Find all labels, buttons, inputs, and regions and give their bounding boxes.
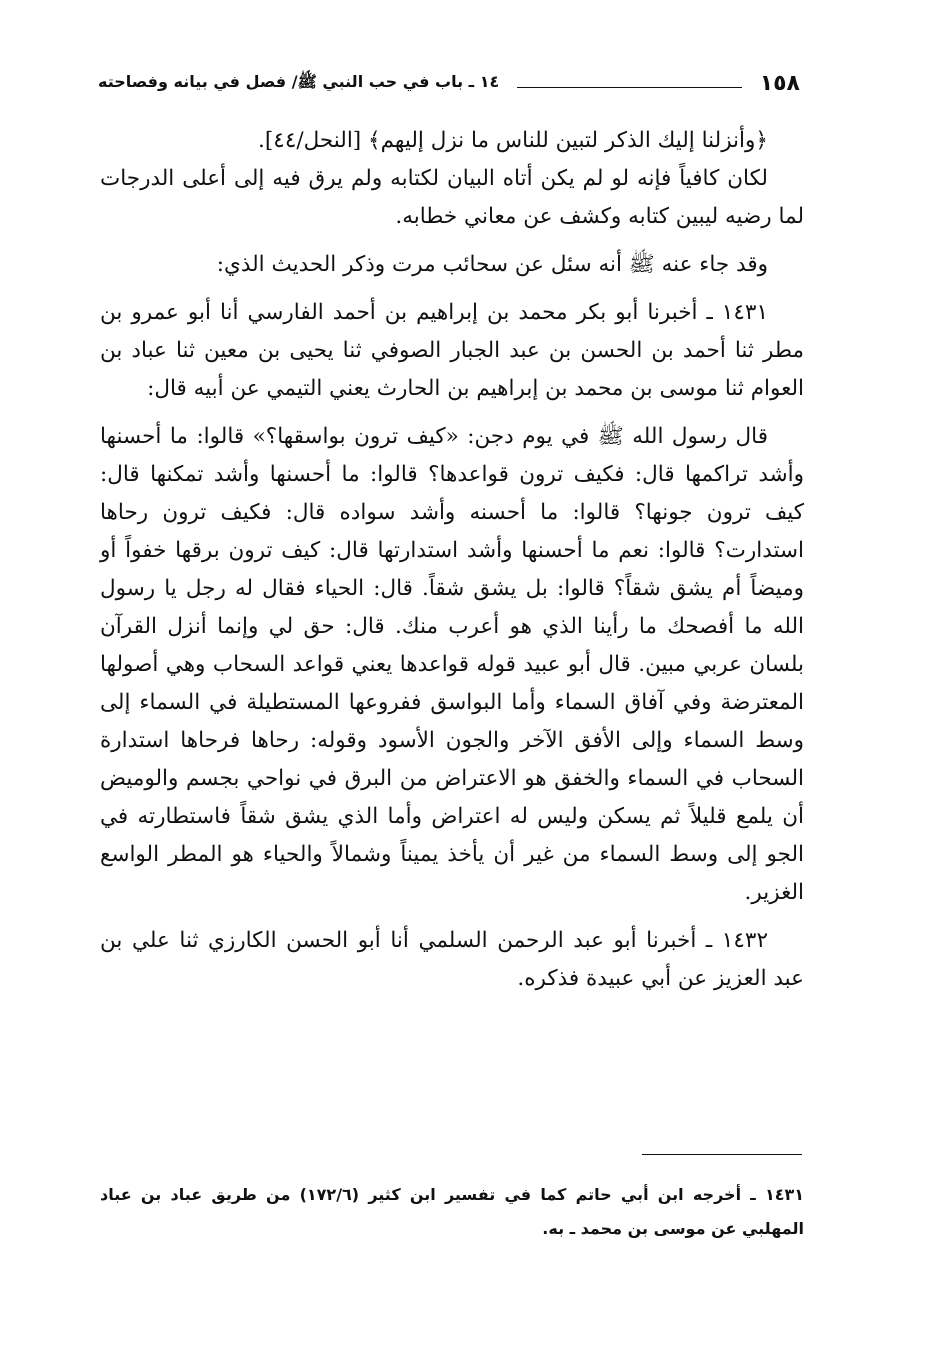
page-number: ١٥٨ [759, 70, 800, 96]
hadith-1431-text: قال رسول الله ﷺ في يوم دجن: «كيف ترون بواسقها؟» قالوا: ما أحسنها وأشد تراكمها قال: فكيف ترون قواعدها؟ قالوا: ما أحسنها وأشد تمكنها قال: كيف ترون جونها؟ قالوا: ما أحسنه وأشد سواده قال: فكيف ترون رحاها استدارت؟ قالوا: نعم ما أحسنها وأشد استدارتها قال: كيف ترون برقها خفواً أو وميضاً أم يشق شقاً؟ قالوا: بل يشق شقاً. قال: الحياء فقال له رجل يا رسول الله ما أفصحك ما رأينا الذي هو أعرب منك. قال: حق لي وإنما أنزل القرآن بلسان عربي مبين. قال أبو عبيد قوله قواعدها يعني قواعد السحاب وهي أصولها المعترضة وفي آفاق السماء وأما البواسق ففروعها المستطيلة في السماء إلى وسط السماء وإلى الأفق الآخر والجون الأسود وقوله: رحاها فرحاها استدارة السحاب في السماء والخفق هو الاعتراض من البرق في نواحي بجسم والوميض أن يلمع قليلاً ثم يسكن وليس له اعتراض وأما الذي يشق شقاً فاستطارته في الجو إلى وسط السماء من غير أن يأخذ يميناً وشمالاً والحياء هو المطر الواسع الغزير. [100, 424, 804, 905]
footnote-1431: ١٤٣١ ـ أخرجه ابن أبي حاتم كما في تفسير ابن كثير (١٧٢/٦) من طريق عباد بن عباد المهلبي عن موسى بن محمد ـ به. [100, 1185, 805, 1238]
intro-paragraph: وقد جاء عنه ﷺ أنه سئل عن سحائب مرت وذكر الحديث الذي: [216, 252, 768, 277]
commentary-paragraph: لكان كافياً فإنه لو لم يكن أتاه البيان لكتابه ولم يرق فيه إلى أعلى الدرجات لما رضيه ليبين كتابه وكشف عن معاني خطابه. [100, 166, 804, 229]
hadith-1432: ١٤٣٢ ـ أخبرنا أبو عبد الرحمن السلمي أنا أبو الحسن الكارزي ثنا علي بن عبد العزيز عن أبي عبيدة فذكره. [100, 928, 804, 991]
main-text [100, 122, 804, 998]
quran-verse-paragraph: ﴿وأنزلنا إليك الذكر لتبين للناس ما نزل إليهم﴾ [النحل/٤٤]. [258, 128, 768, 153]
page-header [98, 66, 800, 100]
footnote-separator [642, 1154, 802, 1155]
running-title: ١٤ ـ باب في حب النبي ﷺ/ فصل في بيانه وفصاحته [98, 71, 500, 91]
hadith-1431-chain: ١٤٣١ ـ أخبرنا أبو بكر محمد بن إبراهيم بن أحمد الفارسي أنا أبو عمرو بن مطر ثنا أحمد بن الحسن بن عبد الجبار الصوفي ثنا يحيى بن معين ثنا عباد بن العوام ثنا موسى بن محمد بن إبراهيم بن الحارث يعني التيمي عن أبيه قال: [100, 300, 804, 401]
footnote [100, 1178, 804, 1246]
header-rule [517, 87, 741, 88]
